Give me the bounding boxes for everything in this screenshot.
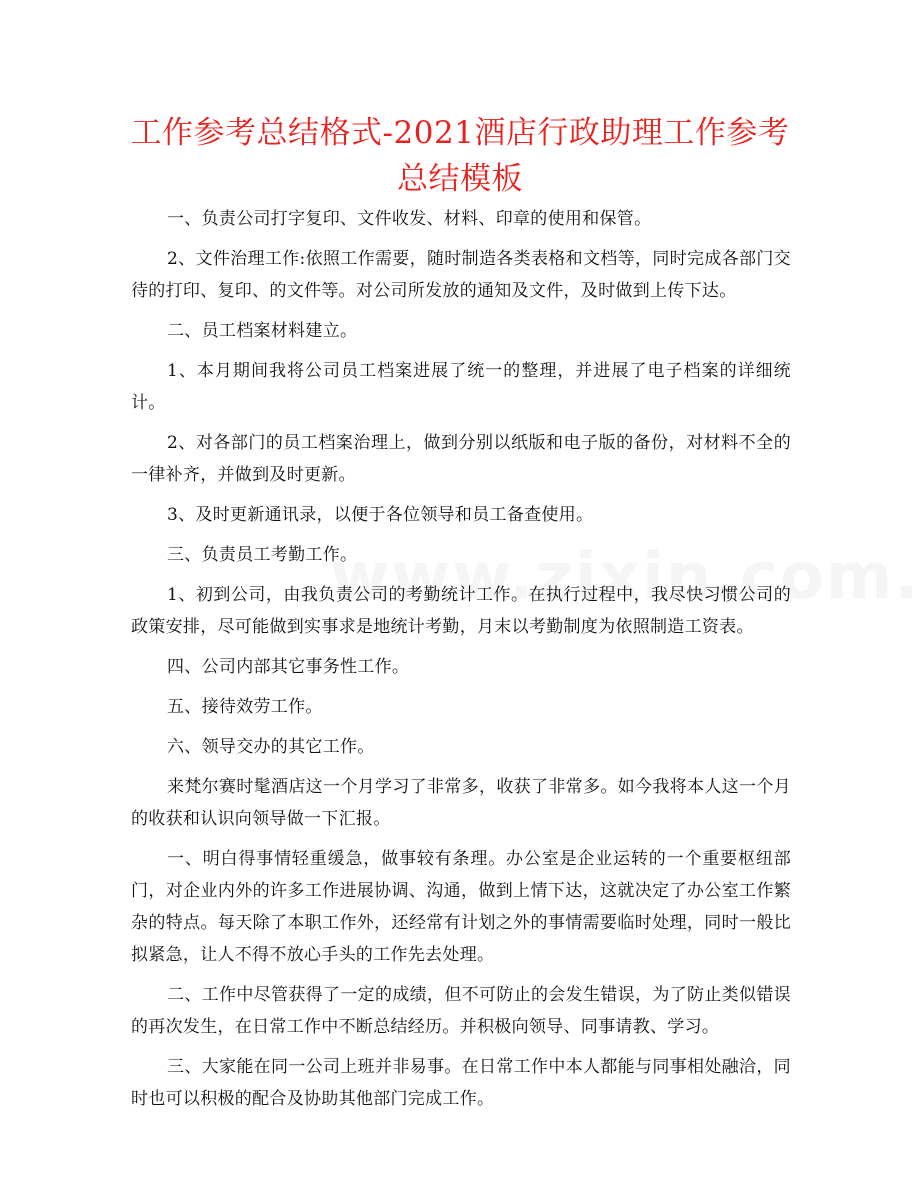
paragraph: 一、明白得事情轻重缓急，做事较有条理。办公室是企业运转的一个重要枢纽部门，对企业内外的许多工作进展协调、沟通，做到上情下达，这就决定了办公室工作繁杂的特点。每天除了本职工作外，还经常有计划之外的事情需要临时处理，同时一般比拟紧急，让人不得不放心手头的工作先去处理。 [131,849,791,965]
paragraph: 三、大家能在同一公司上班并非易事。在日常工作中本人都能与同事相处融洽，同时也可以积极的配合及协助其他部门完成工作。 [131,1057,791,1109]
paragraph: 来梵尔赛时髦酒店这一个月学习了非常多，收获了非常多。如今我将本人这一个月的收获和认识向领导做一下汇报。 [131,777,791,829]
paragraph: 1、本月期间我将公司员工档案进展了统一的整理，并进展了电子档案的详细统计。 [131,361,791,413]
paragraph: 二、员工档案材料建立。 [167,321,358,341]
paragraph: 四、公司内部其它事务性工作。 [167,657,410,677]
document-title: 工作参考总结格式-2021酒店行政助理工作参考总结模板 [130,115,790,197]
paragraph: 1、初到公司，由我负责公司的考勤统计工作。在执行过程中，我尽快习惯公司的政策安排，尽可能做到实事求是地统计考勤，月末以考勤制度为依照制造工资表。 [131,585,791,637]
paragraph: 六、领导交办的其它工作。 [167,737,375,757]
paragraph: 2、文件治理工作:依照工作需要，随时制造各类表格和文档等，同时完成各部门交待的打印、复印、的文件等。对公司所发放的通知及文件，及时做到上传下达。 [131,249,791,301]
paragraph: 3、及时更新通讯录，以便于各位领导和员工备查使用。 [167,505,594,525]
paragraph: 二、工作中尽管获得了一定的成绩，但不可防止的会发生错误，为了防止类似错误的再次发生，在日常工作中不断总结经历。并积极向领导、同事请教、学习。 [131,985,791,1037]
paragraph: 三、负责员工考勤工作。 [167,545,358,565]
paragraph: 五、接待效劳工作。 [167,697,323,717]
paragraph: 一、负责公司打字复印、文件收发、材料、印章的使用和保管。 [167,209,652,229]
document-body [131,203,791,1123]
paragraph: 2、对各部门的员工档案治理上，做到分别以纸版和电子版的备份，对材料不全的一律补齐，并做到及时更新。 [131,433,791,485]
